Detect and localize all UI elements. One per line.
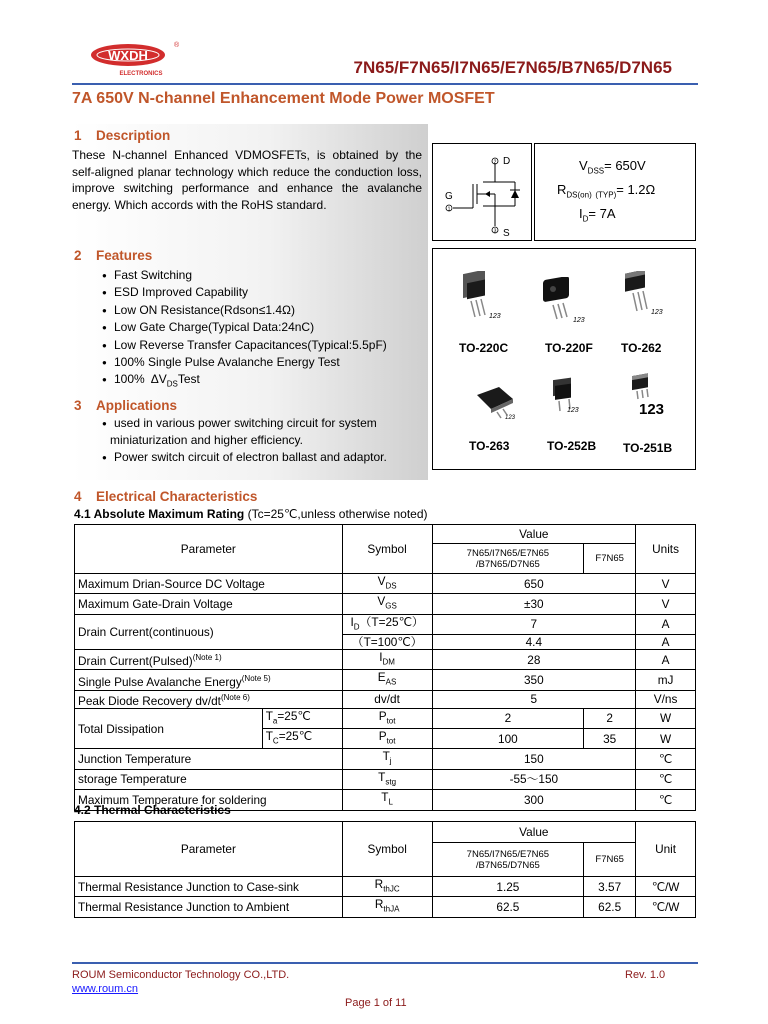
package-name: TO-263	[469, 439, 510, 453]
column-header: F7N65	[584, 843, 636, 877]
column-header: Value	[432, 525, 636, 544]
table-row: （T=100℃） 4.4 A	[75, 635, 696, 650]
table-row: Drain Current(continuous) $I_D(T=25℃)$ 7 A	[75, 614, 696, 634]
table-row: Maximum Gate-Drain Voltage $V_{GS}$ ±30 V	[75, 594, 696, 614]
table-row: Maximum Drian-Source DC Voltage $V_{DS}$ 650 V	[75, 574, 696, 594]
section-title: Electrical Characteristics	[96, 489, 258, 504]
section-title: Applications	[96, 398, 178, 413]
spec-rdson: $R_{DS(on)}$ $_{(TYP)}$= 1.2Ω	[557, 182, 656, 200]
column-header: F7N65	[584, 544, 636, 574]
list-item: ● 100% $\Delta V_{DS}Test$	[102, 372, 200, 389]
website-link[interactable]: www.roum.cn	[72, 983, 139, 995]
table-row: $T_C=25℃$ $P_{tot}$ 100 35 W	[75, 729, 696, 749]
applications-list	[102, 415, 387, 466]
gate-label: G	[445, 191, 453, 202]
pin-order-label: 123	[505, 415, 516, 421]
column-header: Parameter	[75, 525, 343, 574]
section-title: Description	[96, 128, 171, 143]
package-name: TO-262	[621, 341, 662, 355]
logo-text: WXDH	[108, 48, 148, 63]
column-header: Unit	[636, 822, 696, 877]
package-name: TO-251B	[623, 441, 673, 455]
column-header: Units	[636, 525, 696, 574]
table-row: Maximum Temperature for soldering $T_L$ 300 ℃	[75, 790, 696, 810]
package-to251b-image	[627, 373, 657, 403]
pin-number: 2	[493, 159, 497, 166]
pin-order-label: 123	[639, 401, 665, 418]
table-header-row	[75, 525, 696, 544]
table-row: storage Temperature $T_{stg}$ -55～150 ℃	[75, 769, 696, 789]
pin-order-label: 123	[489, 313, 501, 320]
part-numbers-title: 7N65/F7N65/I7N65/E7N65/B7N65/D7N65	[353, 58, 672, 77]
section-heading-features	[74, 248, 152, 263]
pin-order-label: 123	[651, 309, 663, 316]
abs-max-heading: 4.1 Absolute Maximum Rating (Tc=25℃,unless otherwise noted)	[74, 507, 428, 521]
list-item: ● 100% Single Pulse Avalanche Energy Test	[102, 355, 340, 370]
drain-label: D	[503, 156, 511, 167]
thermal-heading: 4.2 Thermal Characteristics	[74, 803, 231, 817]
footer-divider	[72, 962, 698, 964]
table-row: Drain Current(Pulsed)$^{(Note 1)}$ $I_{DM}$ 28 A	[75, 650, 696, 670]
section-number: 3	[74, 398, 82, 413]
spec-vdss: $V_{DSS}= 650V$	[579, 158, 646, 176]
source-label: S	[503, 228, 510, 239]
package-name: TO-252B	[547, 439, 597, 453]
packages-box	[432, 248, 696, 470]
table-row: Thermal Resistance Junction to Case-sink $R_{thJC}$ 1.25 3.57 ℃/W	[75, 877, 696, 897]
column-header: Value	[432, 822, 636, 843]
list-item-continuation: miniaturization and higher efficiency.	[110, 433, 303, 448]
list-item: ● Low ON Resistance(Rdson≤1.4Ω)	[102, 302, 295, 317]
column-header: Symbol	[342, 822, 432, 877]
package-name: TO-220F	[545, 341, 593, 355]
table-row: Single Pulse Avalanche Energy$^{(Note 5)}$ $E_{AS}$ 350 mJ	[75, 670, 696, 690]
list-item: ● Fast Switching	[102, 268, 193, 282]
table-row: Peak Diode Recovery $dv/dt^{(Note 6)}$ dv/dt 5 V/ns	[75, 690, 696, 708]
header-divider	[72, 83, 698, 85]
pin-number: 1	[447, 206, 451, 213]
column-header: 7N65/I7N65/E7N65 /B7N65/D7N65	[432, 843, 584, 877]
page-number: Page 1 of 11	[345, 997, 407, 1009]
company-logo	[88, 40, 184, 80]
table-row: Junction Temperature $T_j$ 150 ℃	[75, 749, 696, 769]
mosfet-symbol-box	[432, 143, 532, 241]
description-paragraph: These N-channel Enhanced VDMOSFETs, is obtained by the self-aligned planar technology which reduce the conduction loss, improve switching performance and enhance the avalanche energy. Which accords with the RoHS standard.	[72, 148, 422, 212]
section-heading-electrical	[74, 489, 257, 504]
spec-id: $I_D= 7A$	[579, 206, 616, 224]
thermal-characteristics-table	[74, 821, 696, 918]
section-number: 4	[74, 489, 82, 504]
mosfet-symbol-diagram	[433, 144, 531, 240]
company-name: ROUM Semiconductor Technology CO.,LTD.	[72, 969, 290, 981]
section-number: 2	[74, 248, 82, 263]
pin-number: 3	[493, 228, 497, 235]
section-heading-applications	[74, 398, 177, 413]
column-header: 7N65/I7N65/E7N65 /B7N65/D7N65	[432, 544, 584, 574]
table-row: Total Dissipation $T_a=25℃$ $P_{tot}$ 2 2 W	[75, 708, 696, 728]
column-header: Symbol	[342, 525, 432, 574]
list-item: ● ESD Improved Capability	[102, 285, 249, 300]
list-item: ● Power switch circuit of electron ballast and adaptor.	[102, 449, 387, 464]
revision-label: Rev. 1.0	[625, 969, 666, 981]
features-list	[102, 267, 387, 393]
list-item: ● used in various power switching circuit for system	[102, 416, 377, 430]
registered-mark: ®	[174, 42, 180, 49]
section-title: Features	[96, 248, 153, 263]
table-header-row	[75, 822, 696, 843]
logo-subtext: ELECTRONICS	[119, 71, 163, 77]
section-heading-description	[74, 128, 170, 143]
absolute-max-rating-table	[74, 524, 696, 811]
list-item: ● Low Reverse Transfer Capacitances(Typical:5.5pF)	[102, 337, 387, 352]
pin-order-label: 123	[573, 317, 585, 324]
pin-order-label: 123	[567, 407, 579, 414]
list-item: ● Low Gate Charge(Typical Data:24nC)	[102, 320, 315, 335]
table-row: Thermal Resistance Junction to Ambient $R_{thJA}$ 62.5 62.5 ℃/W	[75, 897, 696, 917]
document-title: 7A 650V N-channel Enhancement Mode Power MOSFET	[72, 90, 495, 107]
key-specs-box	[534, 143, 696, 241]
section-number: 1	[74, 128, 82, 143]
package-name: TO-220C	[459, 341, 509, 355]
column-header: Parameter	[75, 822, 343, 877]
